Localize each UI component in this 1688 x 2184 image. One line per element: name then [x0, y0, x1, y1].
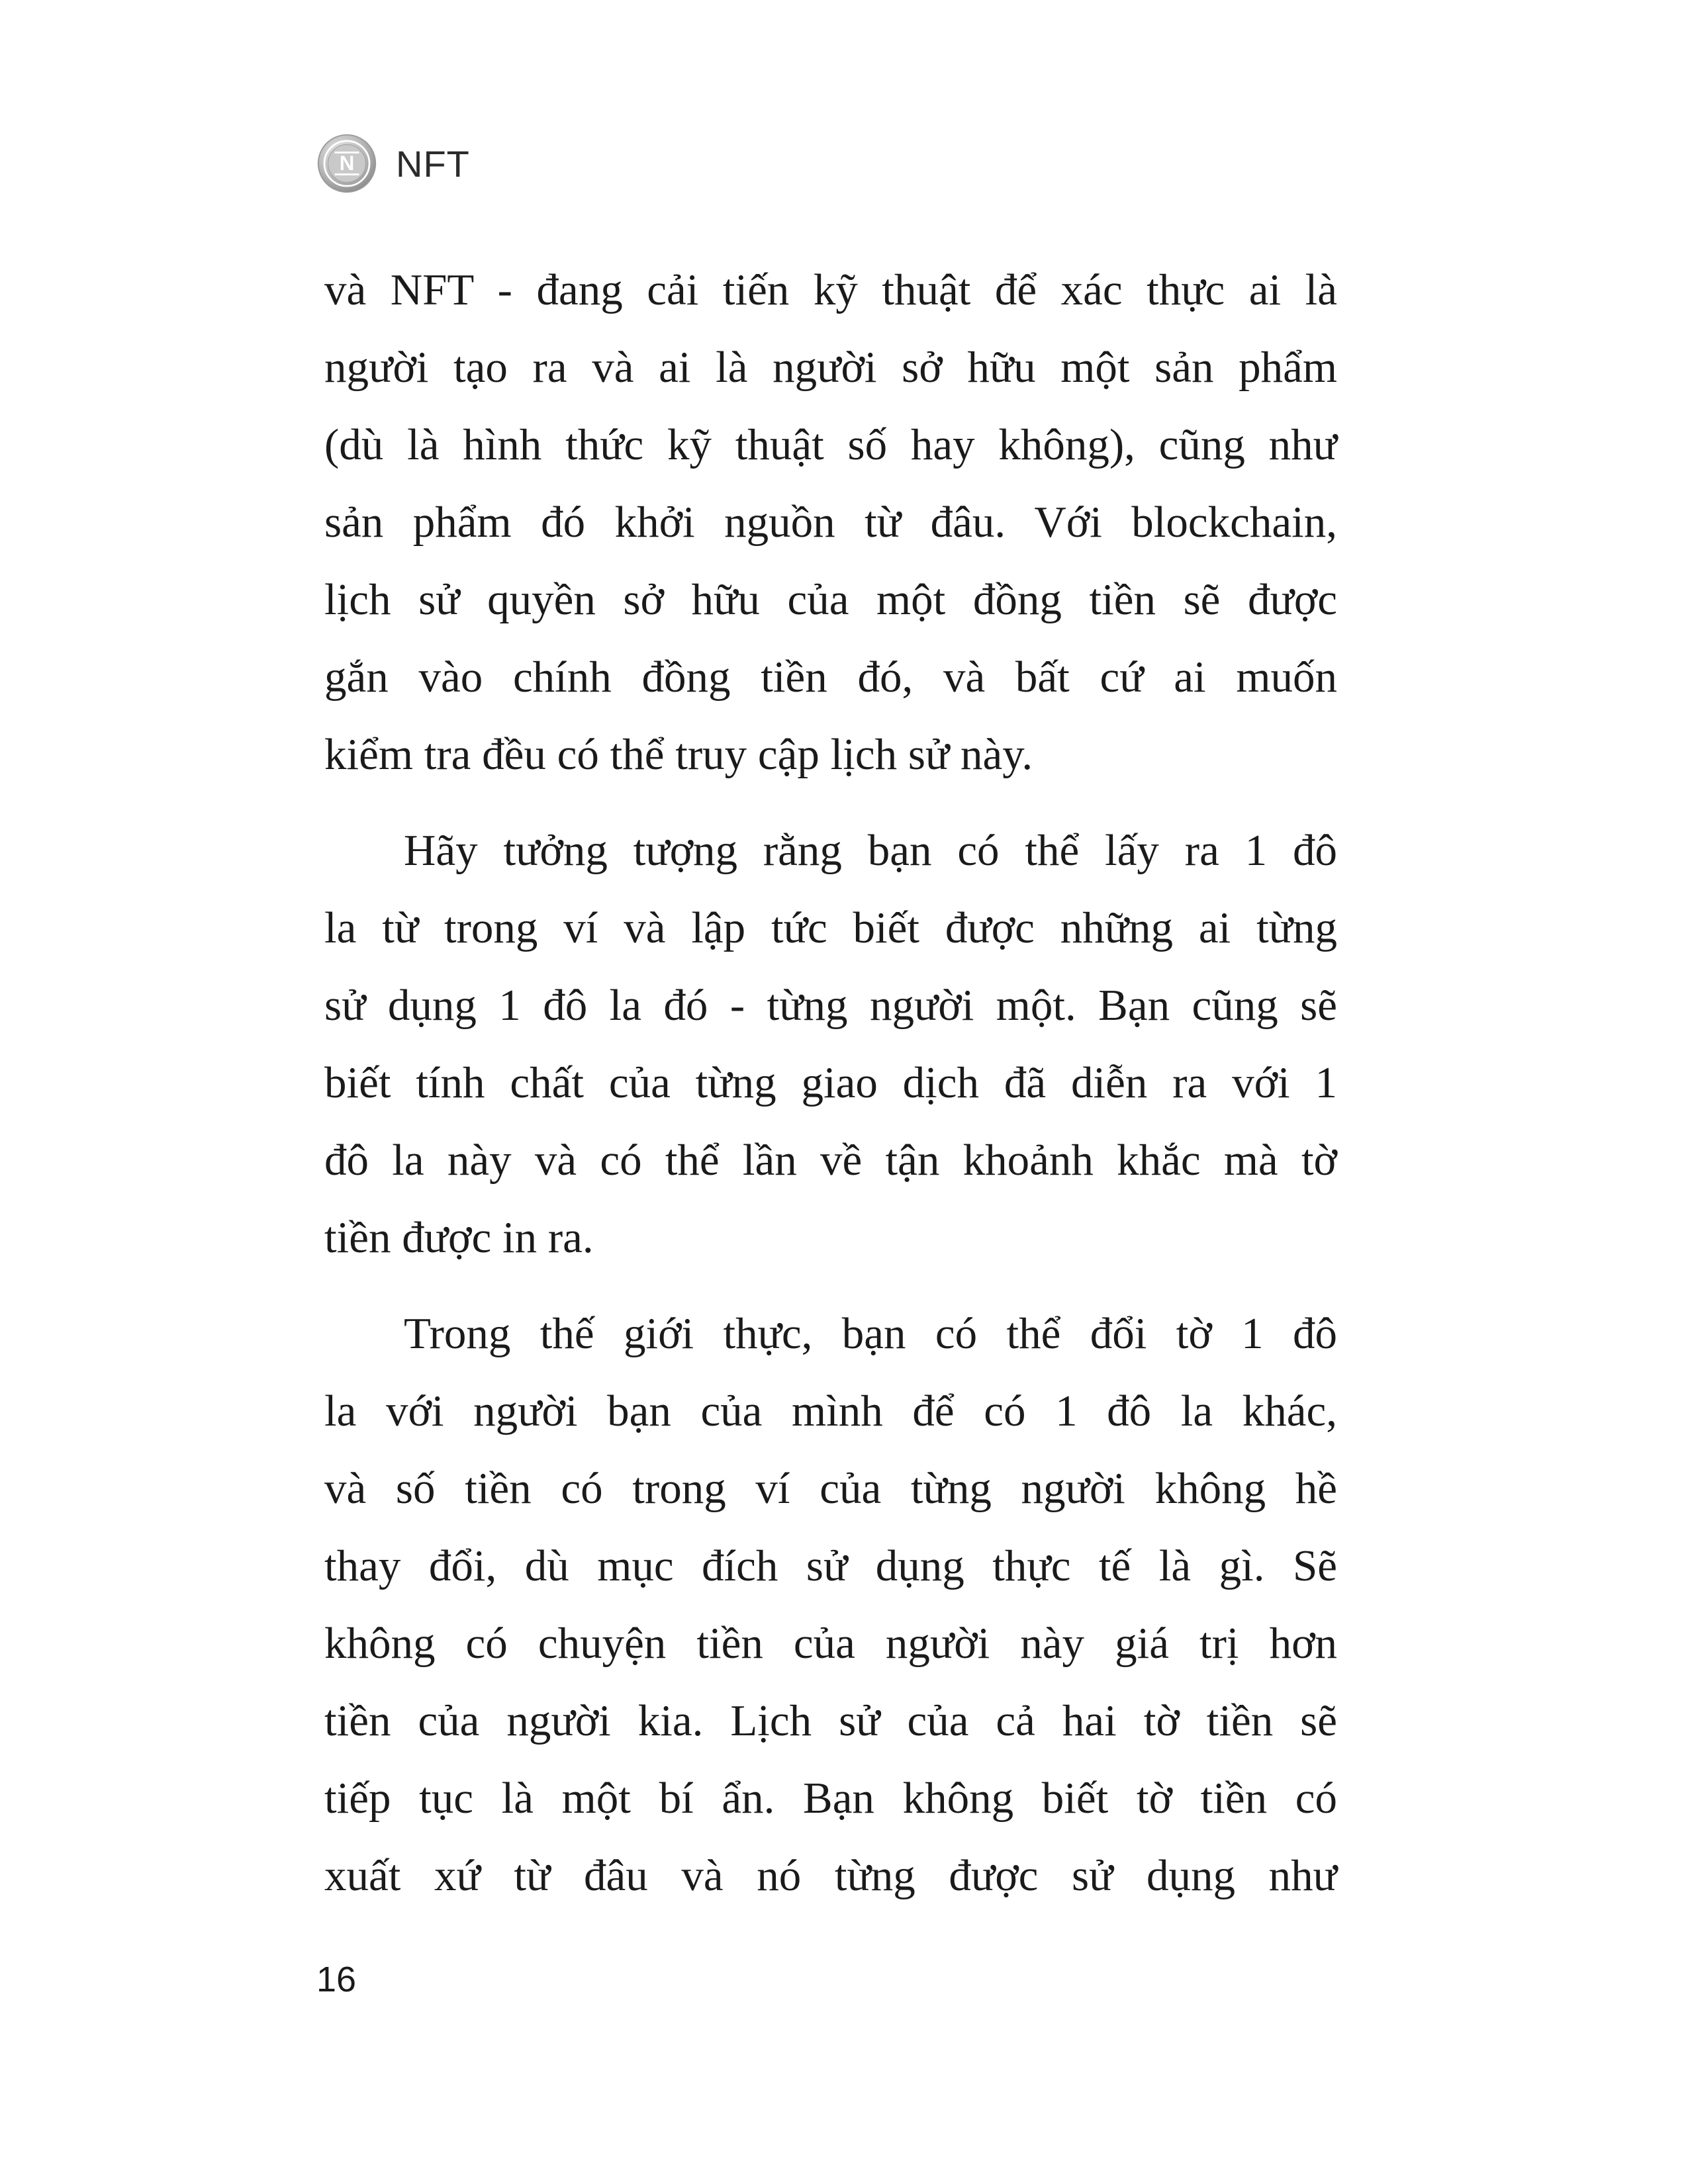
- nft-coin-icon: [316, 133, 377, 194]
- text-line: và NFT - đang cải tiến kỹ thuật để xác thực ai là: [324, 265, 1337, 314]
- text-line: không có chuyện tiền của người này giá trị hơn: [324, 1619, 1337, 1668]
- text-line: Hãy tưởng tượng rằng bạn có thể lấy ra 1 đô: [404, 826, 1337, 875]
- text-line: biết tính chất của từng giao dịch đã diễn ra với 1: [324, 1058, 1337, 1107]
- paragraph-2: [324, 812, 1337, 1277]
- text-line: tiền được in ra.: [324, 1213, 594, 1262]
- text-line: đô la này và có thể lần về tận khoảnh khắc mà tờ: [324, 1136, 1337, 1185]
- paragraph-1: [324, 251, 1337, 794]
- text-line: kiểm tra đều có thể truy cập lịch sử này.: [324, 730, 1033, 779]
- running-head-title: NFT: [396, 142, 470, 185]
- text-line: người tạo ra và ai là người sở hữu một sản phẩm: [324, 343, 1337, 392]
- text-line: lịch sử quyền sở hữu của một đồng tiền sẽ được: [324, 575, 1337, 624]
- text-line: la với người bạn của mình để có 1 đô la khác,: [324, 1387, 1337, 1435]
- text-line: la từ trong ví và lập tức biết được những ai từng: [324, 903, 1337, 952]
- text-line: gắn vào chính đồng tiền đó, và bất cứ ai muốn: [324, 653, 1337, 702]
- page-number: 16: [316, 1960, 357, 1999]
- logo-letter: N: [339, 152, 355, 175]
- text-line: sản phẩm đó khởi nguồn từ đâu. Với blockchain,: [324, 498, 1337, 547]
- text-line: và số tiền có trong ví của từng người không hề: [324, 1464, 1337, 1513]
- text-line: (dù là hình thức kỹ thuật số hay không), cũng như: [324, 420, 1337, 469]
- running-head: [316, 127, 470, 200]
- text-line: Trong thế giới thực, bạn có thể đổi tờ 1 đô: [404, 1309, 1337, 1358]
- text-line: sử dụng 1 đô la đó - từng người một. Bạn cũng sẽ: [324, 981, 1337, 1030]
- text-line: tiếp tục là một bí ẩn. Bạn không biết tờ tiền có: [324, 1774, 1337, 1823]
- text-line: thay đổi, dù mục đích sử dụng thực tế là gì. Sẽ: [324, 1541, 1337, 1590]
- paragraph-3: [324, 1295, 1337, 1915]
- text-line: xuất xứ từ đâu và nó từng được sử dụng như: [324, 1851, 1337, 1900]
- body-text: [324, 251, 1337, 1915]
- text-line: tiền của người kia. Lịch sử của cả hai tờ tiền sẽ: [324, 1696, 1337, 1745]
